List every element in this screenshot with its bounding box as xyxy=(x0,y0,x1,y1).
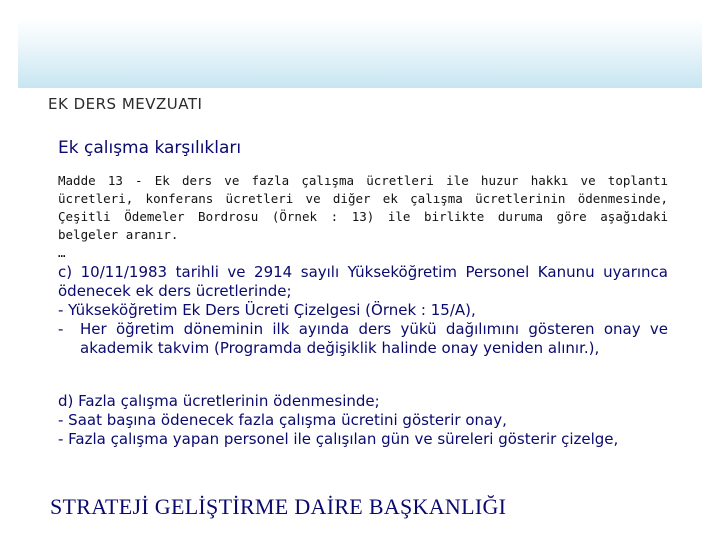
item-c-line-2-dash: - xyxy=(58,320,64,338)
section-title: Ek çalışma karşılıkları xyxy=(58,138,242,158)
madde-13-paragraph xyxy=(58,172,668,262)
footer-department: STRATEJİ GELİŞTİRME DAİRE BAŞKANLIĞI xyxy=(50,494,507,519)
madde-ellipsis: … xyxy=(58,245,66,260)
item-c-line-1: - Yükseköğretim Ek Ders Ücreti Çizelgesi (Örnek : 15/A), xyxy=(58,301,476,319)
item-d-intro: d) Fazla çalışma ücretlerinin ödenmesinde; xyxy=(58,392,380,410)
item-c-line-2-text: Her öğretim döneminin ilk ayında ders yükü dağılımını gösteren onay ve akademik takvim (Programda değişiklik halinde onay yeniden alınır.), xyxy=(80,320,668,357)
item-c-block xyxy=(58,263,668,358)
item-d-line-2: - Fazla çalışma yapan personel ile çalışılan gün ve süreleri gösterir çizelge, xyxy=(58,430,619,448)
header-band xyxy=(18,18,702,88)
madde-13-text: Madde 13 - Ek ders ve fazla çalışma ücretleri ile huzur hakkı ve toplantı ücretleri, konferans ücretleri ve diğer ek çalışma ücretlerinin ödenmesinde, Çeşitli Ödemeler Bordrosu (Örnek : 13) ile birlikte duruma göre aşağıdaki belgeler aranır. xyxy=(58,173,668,242)
item-d-block xyxy=(58,392,668,449)
item-d-line-1: - Saat başına ödenecek fazla çalışma ücretini gösterir onay, xyxy=(58,411,507,429)
item-c-intro: c) 10/11/1983 tarihli ve 2914 sayılı Yükseköğretim Personel Kanunu uyarınca ödenecek ek ders ücretlerinde; xyxy=(58,263,668,300)
page-title: EK DERS MEVZUATI xyxy=(48,95,203,113)
item-c-line-2 xyxy=(58,320,668,358)
